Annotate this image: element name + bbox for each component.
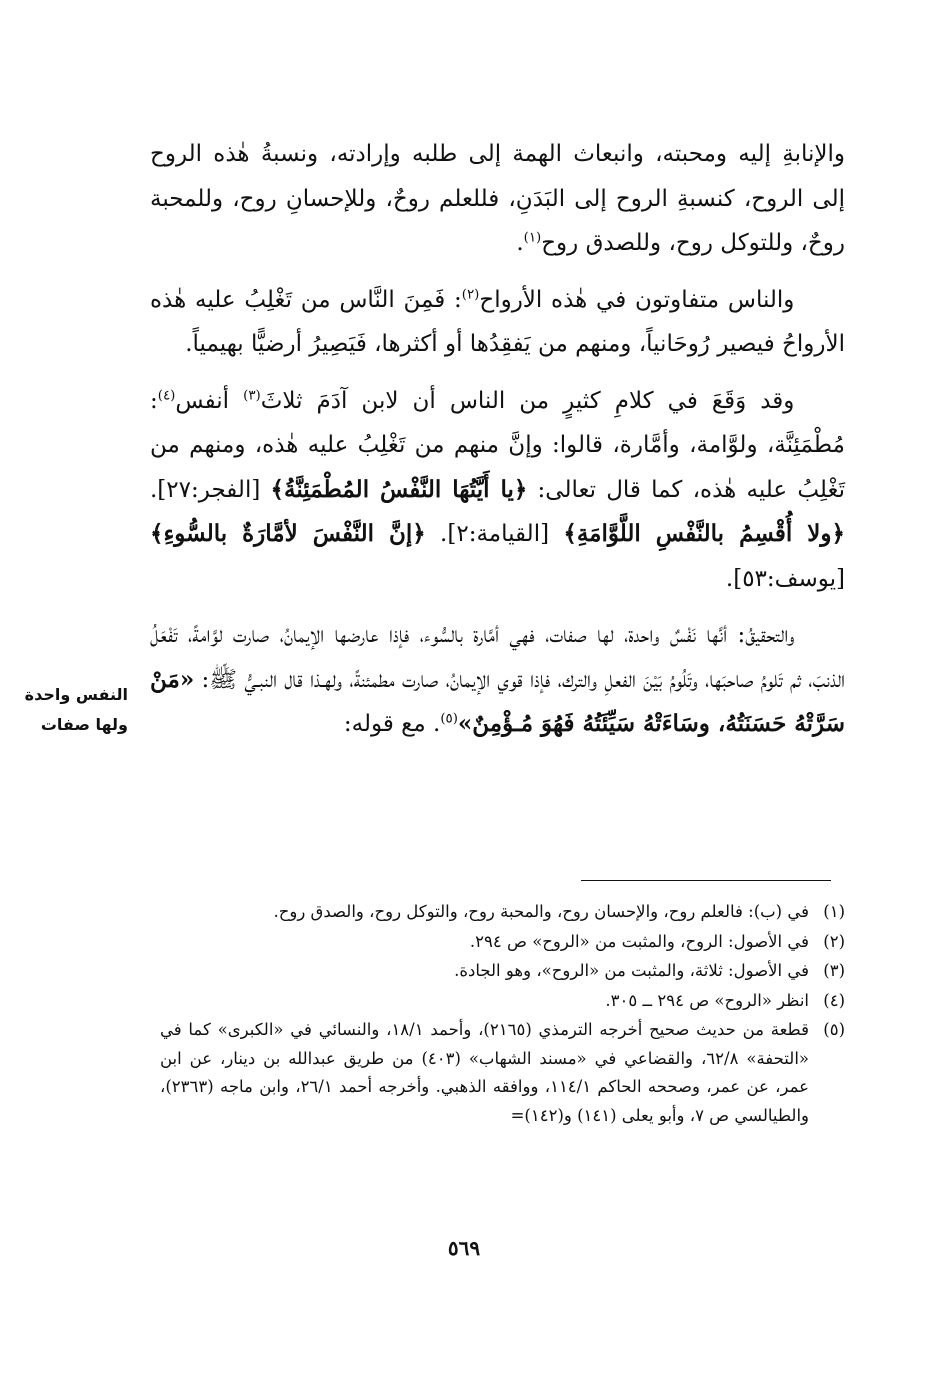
paragraph-2 bbox=[150, 278, 845, 367]
footnote-number: (٤) bbox=[823, 990, 845, 1010]
quran-quote-fajr: ﴿يا أَيَّتُهَا النَّفْسُ المُطْمَئِنَّةُ﴾ bbox=[270, 475, 528, 503]
footnote-1 bbox=[160, 898, 845, 927]
footnote-ref-3[interactable]: (٣) bbox=[243, 387, 261, 403]
footnote-ref-5[interactable]: (٥) bbox=[440, 711, 458, 727]
footnotes bbox=[160, 898, 845, 1131]
footnote-ref-2[interactable]: (٢) bbox=[461, 286, 480, 302]
margin-note: النفس واحدة ولها صفات bbox=[24, 685, 128, 734]
footnote-number: (٣) bbox=[823, 961, 845, 980]
footnote-text: في الأصول: الروح، والمثبت من «الروح» ص ٢٩٤. bbox=[469, 931, 809, 951]
footnote-3 bbox=[160, 957, 845, 986]
footnote-text: في (ب): فالعلم روح، والإحسان روح، والمحبة روح، والتوكل روح، والصدق روح. bbox=[273, 902, 809, 921]
footnote-text: انظر «الروح» ص ٢٩٤ ــ ٣٠٥. bbox=[605, 990, 809, 1010]
citation-qiyamah: [القيامة:٢]. bbox=[425, 521, 564, 547]
paragraph-4 bbox=[150, 613, 845, 747]
hadith-quote: «مَنْ سَرَّتْهُ حَسَنَتُهُ، وسَاءَتْهُ سَيِّئَتُهُ فَهُوَ مُـؤْمِنٌ» bbox=[150, 665, 845, 737]
quran-quote-yusuf: ﴿إنَّ النَّفْسَ لأمَّارَةٌ بالسُّوءِ﴾ bbox=[150, 520, 426, 547]
paragraph-3-text-b: أنفس bbox=[175, 387, 244, 414]
paragraph-3-text-a: وقد وَقَعَ في كلامِ كثيرٍ من الناس أن لابن آدَمَ ثلاثَ bbox=[260, 387, 795, 414]
footnote-text: قطعة من حديث صحيح أخرجه الترمذي (٢١٦٥)، وأحمد ١٨/١، والنسائي في «الكبرى» كما في «التحفة» ٦٢/٨، والقضاعي في «مسند الشهاب» (٤٠٣) من طريق عبدالله بن دينار، عن ابن عمر، عن عمر، وصححه الحاكم ١١٤/١، ووافقه الذهبي. وأخرجه أحمد ٢٦/١، وابن ماجه (٢٣٦٣)، والطيالسي ص ٧، وأبو يعلى (١٤١) و(١٤٢)= bbox=[160, 1020, 809, 1125]
footnote-number: (٢) bbox=[823, 931, 845, 951]
footnote-2 bbox=[160, 928, 845, 957]
footnote-number: (١) bbox=[823, 902, 845, 921]
quran-quote-qiyamah: ﴿ولا أُقْسِمُ بالنَّفْسِ اللَّوَّامَةِ﴾ bbox=[563, 520, 845, 547]
citation-fajr: [الفجر:٢٧]. bbox=[150, 476, 271, 503]
paragraph-1 bbox=[150, 132, 845, 266]
citation-yusuf: [يوسف:٥٣]. bbox=[725, 565, 845, 592]
paragraph-3-text-c: : مُطْمَئِنَّة، ولوَّامة، وأمَّارة، قالوا: وإنَّ منهم من تَغْلِبُ عليه هٰذه، ومنهم من تَغْلِبُ عليه هٰذه، كما قال تعالى: bbox=[150, 387, 846, 503]
footnote-4 bbox=[160, 987, 845, 1016]
main-text bbox=[150, 132, 845, 747]
footnote-number: (٥) bbox=[823, 1020, 845, 1039]
paragraph-1-end: . bbox=[516, 230, 524, 256]
footnote-separator bbox=[581, 880, 831, 881]
paragraph-2-text-a: والناس متفاوتون في هٰذه الأرواح bbox=[479, 286, 795, 313]
paragraph-4-text-a: والتحقيقُ: أنَّها نَفْسٌ واحدة، لها صفات، فهي أمَّارة بالسُّوء، فإذا عارضها الإيمانُ، صارت لوَّامةً، تَفْعَلُ الذنبَ، ثم تَلومُ صاحبَها، وتَلُومُ بَيْنَ الفعلِ والترك، فإذا قوي الإيمانُ، صارت مطمئنةً، ولهـذا قال النبـيُّ ﷺ: bbox=[150, 622, 845, 693]
paragraph-2-text-b: : فَمِنَ النَّاس من تَغْلِبُ عليه هٰذه الأرواحُ فيصير رُوحَانياً، ومنهم من يَفقِدُها أو أكثرها، فَيَصِيرُ أرضيًّا بهيمياً. bbox=[150, 286, 845, 357]
paragraph-4-text-b: . مع قوله: bbox=[343, 711, 441, 737]
page-number: ٥٦٩ bbox=[447, 1236, 481, 1260]
paragraph-3 bbox=[150, 379, 845, 602]
footnote-text: في الأصول: ثلاثة، والمثبت من «الروح»، وهو الجادة. bbox=[454, 961, 809, 980]
footnote-ref-1[interactable]: (١) bbox=[523, 230, 542, 246]
footnote-5 bbox=[160, 1016, 845, 1130]
footnote-ref-4[interactable]: (٤) bbox=[157, 387, 176, 403]
paragraph-1-text: والإنابةِ إليه ومحبته، وانبعاث الهمة إلى طلبه وإرادته، ونسبةُ هٰذه الروح إلى الروح، كنسبةِ الروح إلى البَدَنِ، فللعلم روحٌ، وللإحسانِ روح، وللمحبة روحٌ، وللتوكل روح، وللصدق روح bbox=[150, 141, 845, 256]
